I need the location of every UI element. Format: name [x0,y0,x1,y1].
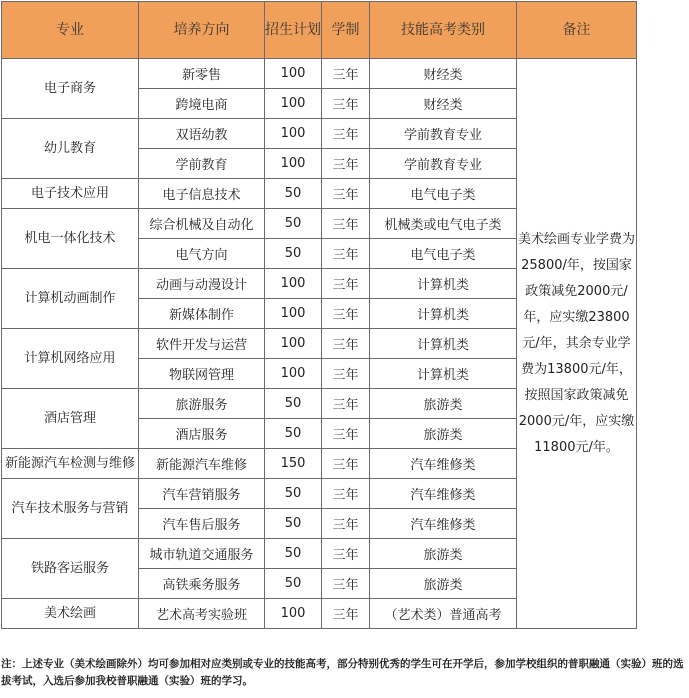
major-cell: 电子技术应用 [2,179,139,209]
duration-cell: 三年 [322,389,370,419]
duration-cell: 三年 [322,149,370,179]
quota-cell: 50 [265,209,322,239]
header-remarks: 备注 [517,2,637,59]
direction-cell: 酒店服务 [139,419,265,449]
direction-cell: 新零售 [139,59,265,89]
exam-type-cell: 汽车维修类 [370,479,517,509]
duration-cell: 三年 [322,329,370,359]
major-cell: 新能源汽车检测与维修 [2,449,139,479]
quota-cell: 100 [265,359,322,389]
quota-cell: 50 [265,509,322,539]
quota-cell: 100 [265,329,322,359]
duration-cell: 三年 [322,359,370,389]
header-major: 专业 [2,2,139,59]
exam-type-cell: 旅游类 [370,419,517,449]
quota-cell: 50 [265,419,322,449]
direction-cell: 动画与动漫设计 [139,269,265,299]
header-quota: 招生计划 [265,2,322,59]
exam-type-cell: 学前教育专业 [370,119,517,149]
direction-cell: 汽车售后服务 [139,509,265,539]
duration-cell: 三年 [322,269,370,299]
major-cell: 计算机动画制作 [2,269,139,329]
exam-type-cell: 电气电子类 [370,179,517,209]
exam-type-cell: 汽车维修类 [370,449,517,479]
exam-type-cell: 学前教育专业 [370,149,517,179]
direction-cell: 新能源汽车维修 [139,449,265,479]
duration-cell: 三年 [322,119,370,149]
exam-type-cell: 计算机类 [370,329,517,359]
duration-cell: 三年 [322,449,370,479]
major-cell: 机电一体化技术 [2,209,139,269]
exam-type-cell: 旅游类 [370,569,517,599]
duration-cell: 三年 [322,299,370,329]
header-direction: 培养方向 [139,2,265,59]
direction-cell: 跨境电商 [139,89,265,119]
duration-cell: 三年 [322,599,370,629]
exam-type-cell: 财经类 [370,59,517,89]
duration-cell: 三年 [322,539,370,569]
remarks-cell: 美术绘画专业学费为25800/年，按国家政策减免2000元/年，应实缴23800元/年，其余专业学费为13800元/年，按照国家政策减免2000元/年，应实缴11800元/年。 [517,59,637,629]
direction-cell: 旅游服务 [139,389,265,419]
table-body [2,59,637,629]
direction-cell: 汽车营销服务 [139,479,265,509]
quota-cell: 100 [265,149,322,179]
exam-type-cell: 计算机类 [370,269,517,299]
direction-cell: 电子信息技术 [139,179,265,209]
duration-cell: 三年 [322,209,370,239]
duration-cell: 三年 [322,509,370,539]
quota-cell: 100 [265,59,322,89]
table-row [2,59,637,89]
quota-cell: 50 [265,389,322,419]
duration-cell: 三年 [322,419,370,449]
enrollment-table [1,1,637,629]
quota-cell: 100 [265,119,322,149]
direction-cell: 高铁乘务服务 [139,569,265,599]
quota-cell: 50 [265,179,322,209]
quota-cell: 100 [265,269,322,299]
footnote: 注：上述专业（美术绘画除外）均可参加相对应类别或专业的技能高考，部分特别优秀的学生可在开学后，参加学校组织的普职融通（实验）班的选拔考试，入选后参加我校普职融通（实验）班的学习。 [1,658,684,687]
quota-cell: 50 [265,239,322,269]
direction-cell: 软件开发与运营 [139,329,265,359]
exam-type-cell: （艺术类）普通高考 [370,599,517,629]
direction-cell: 学前教育 [139,149,265,179]
exam-type-cell: 计算机类 [370,299,517,329]
quota-cell: 150 [265,449,322,479]
major-cell: 铁路客运服务 [2,539,139,599]
exam-type-cell: 旅游类 [370,539,517,569]
direction-cell: 双语幼教 [139,119,265,149]
major-cell: 酒店管理 [2,389,139,449]
quota-cell: 100 [265,599,322,629]
direction-cell: 城市轨道交通服务 [139,539,265,569]
major-cell: 美术绘画 [2,599,139,629]
duration-cell: 三年 [322,59,370,89]
exam-type-cell: 计算机类 [370,359,517,389]
quota-cell: 100 [265,89,322,119]
duration-cell: 三年 [322,179,370,209]
direction-cell: 物联网管理 [139,359,265,389]
header-duration: 学制 [322,2,370,59]
exam-type-cell: 财经类 [370,89,517,119]
duration-cell: 三年 [322,89,370,119]
duration-cell: 三年 [322,479,370,509]
quota-cell: 50 [265,569,322,599]
major-cell: 幼儿教育 [2,119,139,179]
direction-cell: 艺术高考实验班 [139,599,265,629]
major-cell: 汽车技术服务与营销 [2,479,139,539]
quota-cell: 50 [265,539,322,569]
quota-cell: 50 [265,479,322,509]
exam-type-cell: 电气电子类 [370,239,517,269]
direction-cell: 综合机械及自动化 [139,209,265,239]
major-cell: 电子商务 [2,59,139,119]
duration-cell: 三年 [322,239,370,269]
table-header-row [2,2,637,59]
quota-cell: 100 [265,299,322,329]
exam-type-cell: 旅游类 [370,389,517,419]
duration-cell: 三年 [322,569,370,599]
direction-cell: 新媒体制作 [139,299,265,329]
direction-cell: 电气方向 [139,239,265,269]
exam-type-cell: 机械类或电气电子类 [370,209,517,239]
exam-type-cell: 汽车维修类 [370,509,517,539]
header-exam-type: 技能高考类别 [370,2,517,59]
major-cell: 计算机网络应用 [2,329,139,389]
